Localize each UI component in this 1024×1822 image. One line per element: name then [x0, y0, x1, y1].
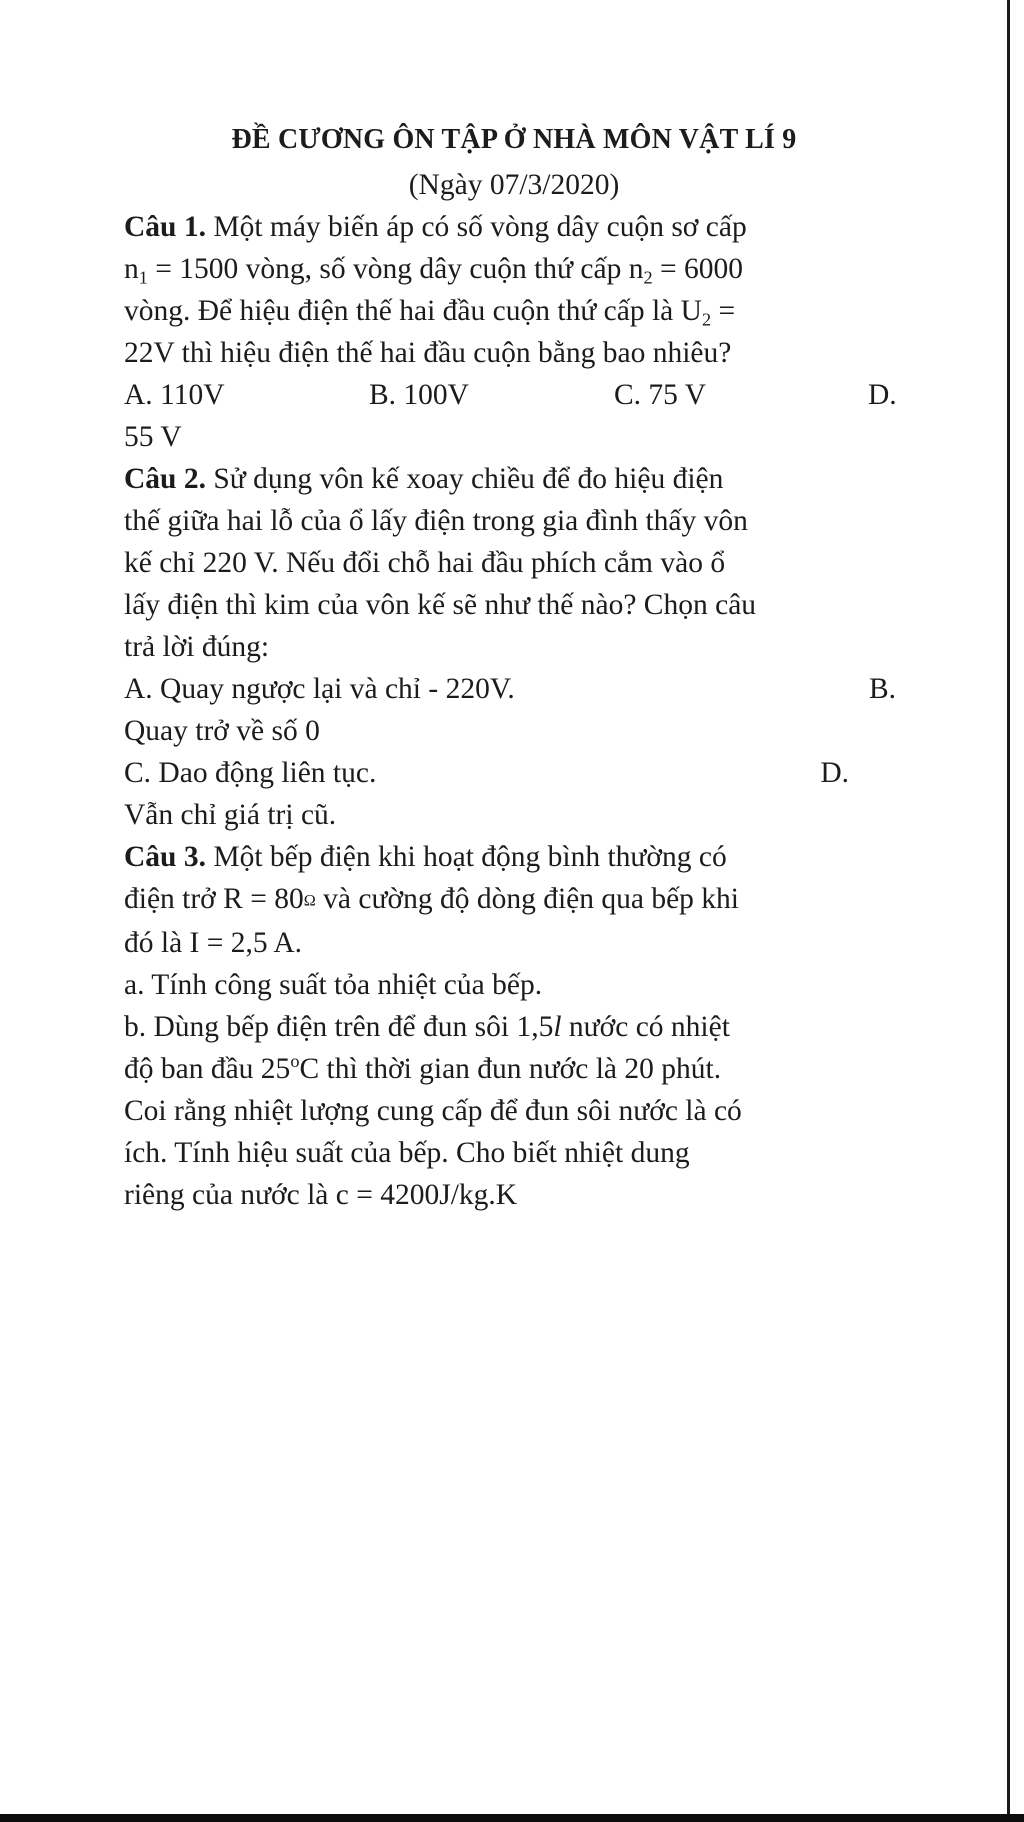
q3-part-b-line-3: Coi rằng nhiệt lượng cung cấp để đun sôi nước là có	[124, 1094, 742, 1127]
q3-text-1: Một bếp điện khi hoạt động bình thường có	[205, 841, 727, 873]
q2-option-a: A. Quay ngược lại và chỉ - 220V.	[124, 673, 515, 705]
q2-line-4: lấy điện thì kim của vôn kế sẽ như thế nào? Chọn câu	[124, 589, 757, 621]
question-3	[124, 836, 904, 1216]
q3-line-1	[124, 836, 904, 878]
q2-option-row-cd	[124, 752, 904, 794]
page-bottom-border	[0, 1814, 1024, 1822]
document-date: (Ngày 07/3/2020)	[408, 169, 620, 201]
q1-text-1: Một máy biến áp có số vòng dây cuộn sơ cấp	[205, 211, 747, 243]
q1-n1-subscript: 1	[138, 267, 148, 288]
ohm-symbol: Ω	[303, 891, 316, 910]
q1-u2-subscript: 2	[701, 309, 712, 330]
q1-text-2: = 1500 vòng, số vòng dây cuộn thứ cấp n	[147, 253, 644, 285]
q2-option-c: C. Dao động liên tục.	[124, 757, 377, 789]
q2-option-b-value: Quay trở về số 0	[124, 715, 320, 747]
q1-n2-subscript: 2	[643, 267, 653, 288]
q3-text-b2b: C thì thời gian đun nước là 20 phút.	[299, 1052, 722, 1085]
document-title: ĐỀ CƯƠNG ÔN TẬP Ở NHÀ MÔN VẬT LÍ 9	[231, 124, 797, 155]
q2-option-b-label: B.	[868, 673, 896, 705]
q3-part-b-line-5: riêng của nước là c = 4200J/kg.K	[124, 1178, 518, 1211]
q2-option-row-ab	[124, 668, 904, 710]
q1-line-1	[124, 206, 904, 248]
litre-unit: l	[553, 1010, 562, 1043]
q2-option-d-value: Vẫn chỉ giá trị cũ.	[124, 799, 337, 831]
q2-line-3: kế chỉ 220 V. Nếu đổi chỗ hai đầu phích cắm vào ổ	[124, 547, 726, 579]
q3-text-b2a: độ ban đầu 25	[124, 1052, 291, 1085]
q2-option-d-label: D.	[820, 757, 849, 789]
q3-part-b-line-4: ích. Tính hiệu suất của bếp. Cho biết nhiệt dung	[124, 1136, 690, 1169]
document-content	[124, 118, 904, 1216]
q2-label: Câu 2.	[124, 463, 206, 495]
q1-options	[124, 374, 904, 416]
page-right-border	[1007, 0, 1010, 1822]
q3-text-2a: điện trở R = 80	[124, 883, 304, 915]
q1-label: Câu 1.	[124, 211, 206, 243]
q1-option-a: A. 110V	[124, 379, 225, 411]
q3-text-b1a: b. Dùng bếp điện trên để đun sôi 1,5	[124, 1010, 554, 1043]
question-1	[124, 206, 904, 458]
q1-text-3b: =	[711, 295, 736, 327]
q1-option-d-value: 55 V	[124, 421, 182, 453]
q3-label: Câu 3.	[124, 841, 206, 873]
q1-line-2	[124, 248, 904, 290]
q1-line-4: 22V thì hiệu điện thế hai đầu cuộn bằng bao nhiêu?	[124, 337, 732, 369]
q3-text-b1b: nước có nhiệt	[561, 1010, 730, 1043]
q1-option-b: B. 100V	[369, 379, 469, 411]
question-2	[124, 458, 904, 836]
q2-line-5: trả lời đúng:	[124, 631, 270, 663]
q3-part-a: a. Tính công suất tỏa nhiệt của bếp.	[124, 968, 543, 1001]
q2-line-1	[124, 458, 904, 500]
q1-option-c: C. 75 V	[614, 379, 707, 411]
q1-text-3: vòng. Để hiệu điện thế hai đầu cuộn thứ cấp là U	[124, 295, 702, 327]
q2-line-2: thế giữa hai lỗ của ổ lấy điện trong gia đình thấy vôn	[124, 505, 748, 537]
degree-symbol: o	[290, 1050, 300, 1071]
q1-option-d-label: D.	[868, 379, 897, 411]
q1-line-3	[124, 290, 904, 332]
q3-line-3: đó là I = 2,5 A.	[124, 926, 303, 959]
q1-n-symbol: n	[124, 253, 139, 285]
q3-part-b-line-2	[124, 1048, 904, 1090]
q2-text-1: Sử dụng vôn kế xoay chiều để đo hiệu điện	[205, 463, 724, 495]
q3-part-b-line-1	[124, 1006, 904, 1048]
q1-text-2b: = 6000	[652, 253, 743, 285]
q3-line-2	[124, 878, 904, 922]
q3-text-2b: và cường độ dòng điện qua bếp khi	[315, 883, 739, 915]
